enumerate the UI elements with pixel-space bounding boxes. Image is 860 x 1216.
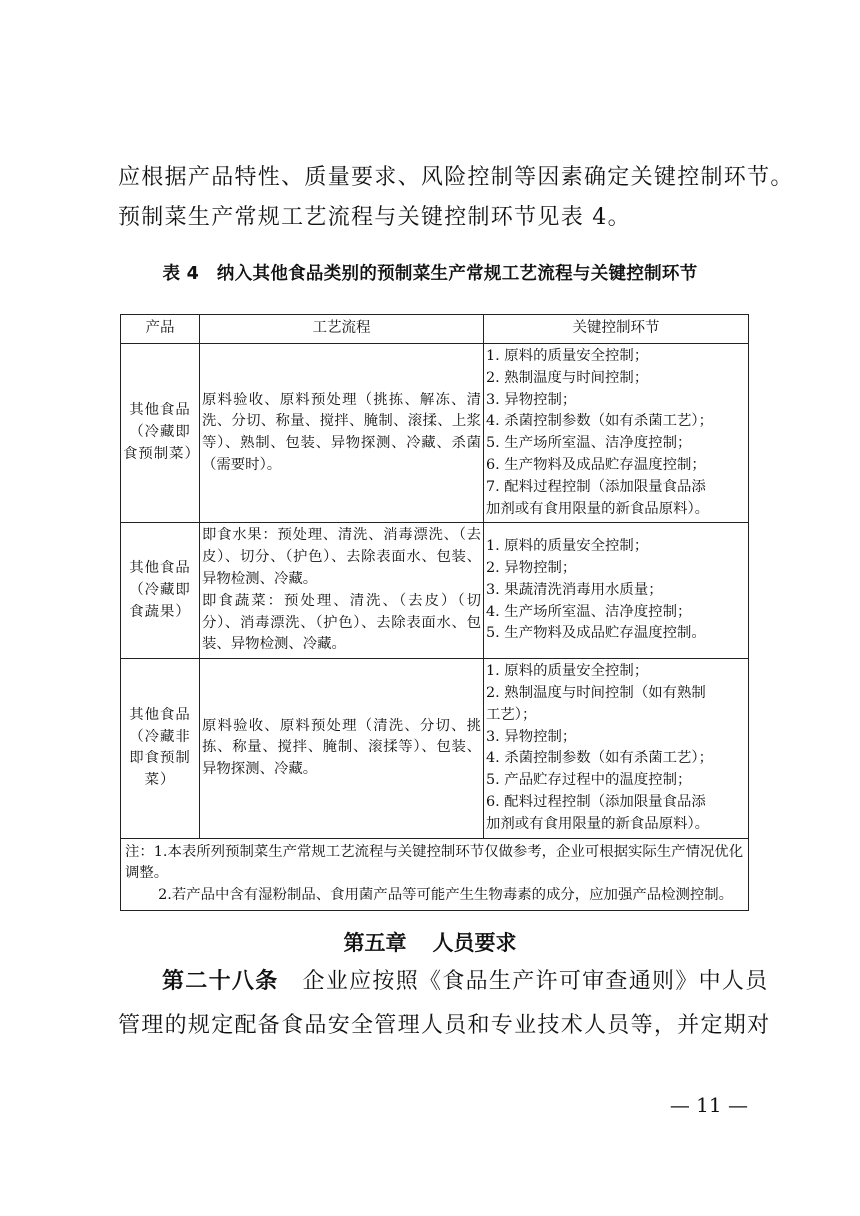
- control-item: 2. 异物控制；: [486, 560, 577, 577]
- control-item: 加剂或有食用限量的新食品原料）。: [486, 500, 710, 517]
- product-cell: 其他食品（冷藏非即食预制菜）: [121, 659, 200, 838]
- control-item: 3. 异物控制；: [486, 391, 577, 408]
- control-item: 加剂或有食用限量的新食品原料）。: [486, 815, 710, 832]
- control-cell: [484, 344, 749, 523]
- table-row: [121, 344, 749, 523]
- table-title: 表 4 纳入其他食品类别的预制菜生产常规工艺流程与关键控制环节: [162, 264, 698, 284]
- control-item: 工艺）；: [486, 706, 537, 723]
- control-item: 1. 原料的质量安全控制；: [486, 348, 649, 364]
- control-item: 7. 配料过程控制（添加限量食品添: [486, 478, 706, 495]
- note-1: 注：1.本表所列预制菜生产常规工艺流程与关键控制环节仅做参考，企业可根据实际生产情况优化调整。: [125, 843, 744, 882]
- control-item: 4. 生产场所室温、洁净度控制；: [486, 603, 692, 620]
- chapter-number: 第五章: [343, 931, 407, 955]
- process-cell: 原料验收、原料预处理（清洗、分切、挑拣、称量、搅拌、腌制、滚揉等）、包装、异物探测、冷藏。: [200, 659, 484, 838]
- product-cell: 其他食品（冷藏即食预制菜）: [121, 344, 200, 523]
- control-cell: [484, 523, 749, 659]
- control-item: 1. 原料的质量安全控制；: [486, 663, 649, 680]
- article-line-1: [118, 964, 769, 995]
- control-item: 4. 杀菌控制参数（如有杀菌工艺）；: [486, 750, 713, 767]
- control-item: 6. 生产物料及成品贮存温度控制；: [486, 456, 706, 473]
- control-item: 4. 杀菌控制参数（如有杀菌工艺）；: [486, 413, 713, 430]
- control-item: 2. 熟制温度与时间控制（如有熟制: [486, 684, 706, 701]
- note-2: 2.若产品中含有湿粉制品、食用菌产品等可能产生生物毒素的成分，应加强产品检测控制。: [158, 887, 734, 904]
- article-number: 第二十八条: [162, 969, 279, 994]
- table-header-row: [121, 315, 749, 344]
- control-item: 2. 熟制温度与时间控制；: [486, 369, 649, 386]
- control-item: 3. 异物控制；: [486, 728, 577, 745]
- article-line-2: 管理的规定配备食品安全管理人员和专业技术人员等，并定期对: [118, 1013, 771, 1038]
- process-cell: 原料验收、原料预处理（挑拣、解冻、清洗、分切、称量、搅拌、腌制、滚揉、上浆等）、熟制、包装、异物探测、冷藏、杀菌（需要时）。: [200, 344, 484, 523]
- process-paragraph: 即食水果：预处理、清洗、消毒漂洗、（去皮）、切分、（护色）、去除表面水、包装、异物检测、冷藏。: [202, 527, 481, 587]
- intro-line-2: 预制菜生产常规工艺流程与关键控制环节见表 4。: [118, 205, 631, 230]
- process-cell: [200, 523, 484, 659]
- control-item: 5. 生产场所室温、洁净度控制；: [486, 435, 692, 452]
- table-notes: [121, 838, 749, 910]
- control-item: 1. 原料的质量安全控制；: [486, 538, 649, 555]
- chapter-heading: [112, 927, 748, 957]
- control-item: 6. 配料过程控制（添加限量食品添: [486, 793, 706, 810]
- table-row: [121, 523, 749, 659]
- header-control: 关键控制环节: [484, 315, 749, 344]
- control-item: 5. 产品贮存过程中的温度控制；: [486, 772, 692, 789]
- product-cell: 其他食品（冷藏即食蔬果）: [121, 523, 200, 659]
- intro-line-1: 应根据产品特性、质量要求、风险控制等因素确定关键控制环节。: [118, 165, 794, 190]
- page-number: — 11 —: [669, 1093, 748, 1117]
- table-row: [121, 659, 749, 838]
- header-product: 产品: [121, 315, 200, 344]
- process-table: [120, 314, 749, 911]
- control-cell: [484, 659, 749, 838]
- table-notes-row: [121, 838, 749, 910]
- chapter-title: 人员要求: [432, 931, 517, 955]
- control-item: 3. 果蔬清洗消毒用水质量；: [486, 581, 663, 598]
- control-item: 5. 生产物料及成品贮存温度控制。: [486, 625, 706, 642]
- process-paragraph: 即食蔬菜：预处理、清洗、（去皮）（切分）、消毒漂洗、（护色）、去除表面水、包装、异物检测、冷藏。: [202, 592, 481, 653]
- header-process: 工艺流程: [200, 315, 484, 344]
- article-text-1: 企业应按照《食品生产许可审查通则》中人员: [302, 969, 769, 994]
